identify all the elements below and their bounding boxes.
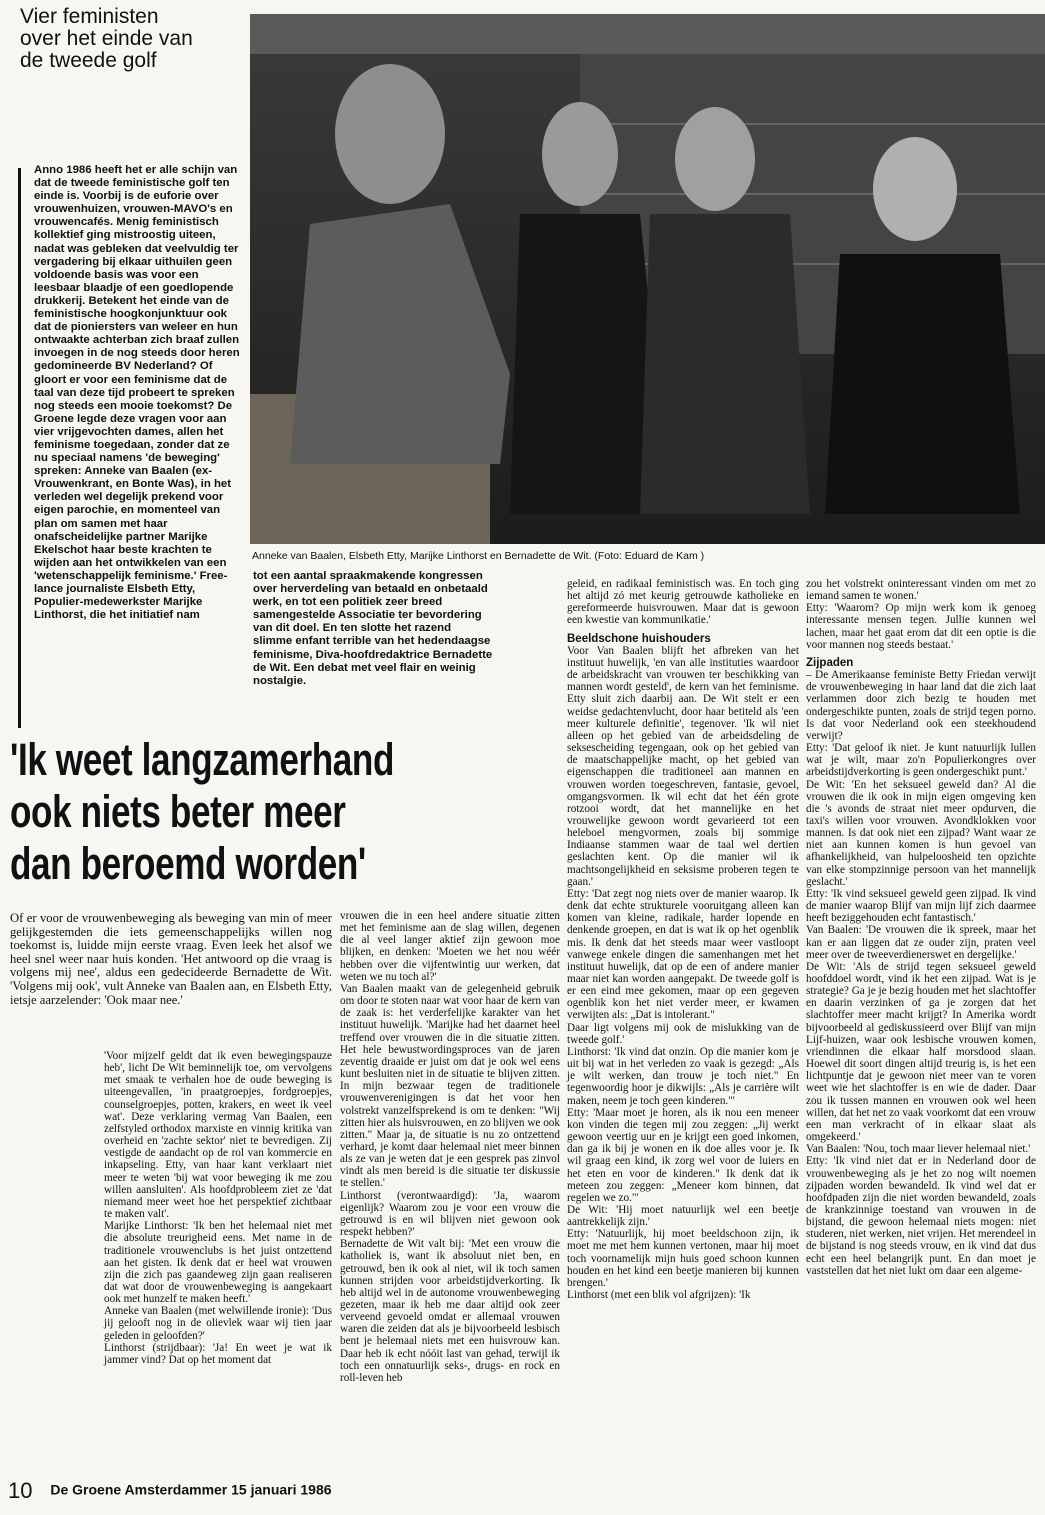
kicker-line: Vier feministen (20, 5, 159, 28)
paragraph: 'Voor mijzelf geldt dat ik even bewegingspauze heb', licht De Wit beminnelijk toe, om vervolgens met smaak te verhalen hoe de oude beweging is uiteengevallen, 'in praatgroepjes, fordgroepjes, counselgroepjes, potten, krakers, en weet ik veel wat'. Deze verklaring vermag Van Baalen, een zelfstyled orthodox marxiste en vinnig kritika van overheid en 'zachte sektor' niet te bevredigen. Zij vestigde de aandacht op de rol van kommercie en inkapseling. Etty, van haar kant verklaart niet meer te weten 'bij wat voor beweging ik me zou willen aansluiten'. Als hoofdprobleem ziet ze 'dat niemand meer weet hoe het perspektief zichtbaar te maken valt'. (104, 1050, 332, 1221)
article-column-4 (806, 578, 1036, 1277)
paragraph: Anneke van Baalen (met welwillende ironie): 'Dus jij gelooft nog in de olievlek waar wij tien jaar geleden in geloofden?' (104, 1305, 332, 1342)
paragraph: Marijke Linthorst: 'Ik ben het helemaal niet met die absolute treurigheid eens. Met name in de traditionele vrouwenclubs is het juist ontzettend aan het gisten. Ik denk dat er heel wat vrouwen zijn die zich pas gaandeweg zijn gaan realiseren dat wat door de vrouwenbeweging is aangekaart ook met hunzelf te maken heeft.' (104, 1220, 332, 1306)
intro-text: Anno 1986 heeft het er alle schijn van dat de tweede feministische golf ten einde is. Voorbij is de euforie over vrouwenhuizen, vrouwen-MAVO's en vrouwencafés. Menig feministisch kollektief ging mistroostig uiteen, nadat was gebleken dat veelvuldig ter vergadering bij elkaar uithuilen geen voldoende basis was voor een leesbaar blaadje of een goedlopende drukkerij. Betekent het einde van de feministische hoogkonjunktuur ook dat de pioniersters van weleer en hun ontwaakte achterban zich braaf zullen invoegen in de nog steeds door heren gedomineerde BV Nederland? Of gloort er voor een feminisme dat de taal van deze tijd probeert te spreken nog steeds een mooie toekomst? De Groene legde deze vragen voor aan vier vrijgevochten dames, allen het feminisme toegedaan, zonder dat ze nu speciaal namens 'de beweging' spreken: Anneke van Baalen (ex-Vrouwenkrant, en Bonte Was), in het verleden wel degelijk prekend voor eigen parochie, en momenteel van plan om samen met haar onafscheidelijke partner Marijke Ekelschot haar beste krachten te wijden aan het ontwikkelen van een 'wetenschappelijk feminisme.' Free-lance journaliste Elsbeth Etty, Populier-medewerkster Marijke Linthorst, die het initiatief nam (34, 164, 240, 622)
kicker-line: de tweede golf (20, 49, 157, 72)
kicker-line: over het einde van (20, 27, 193, 50)
headline-line: dan beroemd worden' (10, 838, 366, 889)
intro-text-continued: tot een aantal spraakmakende kongressen over herverdeling van betaald en onbetaald werk, en tot een politiek zeer breed samengestelde Associatie ter bevordering van dit doel. En ten slotte het razend slimme enfant terrible van het hedendaagse feminisme, Diva-hoofdredaktrice Bernadette de Wit. Een debat met veel flair en weinig nostalgie. (253, 570, 493, 687)
paragraph: Linthorst: 'Ik vind dat onzin. Op die manier kom je uit bij wat in het verleden zo vaak is gezegd: „Als je wilt werken, dan trouw je toch niet." En tegenwoordig hoor je dikwijls: „Als je carrière wilt maken, neem je toch geen kinderen."' (567, 1045, 799, 1107)
headline (10, 734, 431, 890)
paragraph: De Wit: 'Hij moet natuurlijk wel een beetje aantrekkelijk zijn.' (567, 1203, 799, 1229)
paragraph: Etty: 'Ik vind niet dat er in Nederland door de vrouwenbeweging als je het zo nog wilt noemen zijpaden worden bewandeld. Ik vind wel dat er hoofdpaden zijn die niet worden bewandeld, zoals de krankzinnige toestand van vrouwen in de bijstand, die gewoon helemaal niets mogen: niet studeren, niet werken, niet vrijen. Het merendeel in de bijstand is nog steeds vrouw, en ik vind dat dus echt een heel belangrijk punt. En dan moet je vaststellen dat het niet lukt om daar een algeme- (806, 1155, 1036, 1277)
paragraph: Linthorst (strijdbaar): 'Ja! En weet je wat ik jammer vind? Dat op het moment dat (104, 1341, 332, 1366)
paragraph: geleid, en radikaal feministisch was. En toch ging het altijd zó met keurig getrouwde katholieke en gereformeerde huisvrouwen. Maar dat is gewoon een kwestie van kommunikatie.' (567, 578, 799, 627)
masthead: De Groene Amsterdammer 15 januari 1986 (50, 1481, 332, 1498)
paragraph: Etty: 'Waarom? Op mijn werk kom ik genoeg interessante mensen tegen. Jullie kunnen wel lachen, maar het gaat erom dat dit een optie is die voor mannen nog steeds bestaat.' (806, 602, 1036, 651)
paragraph: Etty: 'Dat zegt nog niets over de manier waarop. Ik denk dat echte strukturele vooruitgang alleen kan komen van kleine, radikale, harder lopende en denkende groepen, en dat is wat ik op het ogenblik mis. Ik denk dat het steeds maar weer vastloopt vanwege enkele dingen die samenhangen met het instituut huwelijk, dat op de een of andere manier maar niet kan worden aangepakt. De tweede golf is er een eind mee gekomen, maar op een gegeven ogenblik kon het niet verder meer, er kwamen verwijten als: „Dat is intolerant." (567, 887, 799, 1022)
article-column-2 (340, 910, 560, 1384)
intro-rule (18, 168, 21, 728)
paragraph: Van Baalen: 'De vrouwen die ik spreek, maar het kan er aan liggen dat ze ouder zijn, praten veel meer over de tweeverdienerswet en dergelijke.' (806, 924, 1036, 961)
headline-line: ook niets beter meer (10, 786, 346, 837)
page-footer (8, 1478, 908, 1504)
group-photo-image (250, 14, 1045, 544)
paragraph: Van Baalen maakt van de gelegenheid gebruik om door te stoten naar wat voor haar de kern van de zaak is: het verderfelijke karakter van het instituut huwelijk. 'Marijke had het daarnet heel treffend over vrouwen die in die situatie zitten. Het hele bewustwordingsproces van de jaren zeventig draaide er juist om dat je ook wel eens kunt besluiten niet in de situatie te blijven zitten. In mijn bezwaar tegen de traditionele vrouwenverenigingen is dat het voor hen volstrekt vanzelfsprekend is om te denken: "Wij zitten hier als huisvrouwen, en zo blijven we ook zitten." Maar ja, de situatie is nu zo ontzettend verhard, je komt daar helemaal niet meer binnen als ze van je weten dat je een gesprek pas zinvol vindt als men bereid is die situatie ter diskussie te stellen.' (340, 982, 560, 1190)
article-column-1 (104, 1050, 332, 1366)
paragraph: zou het volstrekt oninteressant vinden om met zo iemand samen te wonen.' (806, 578, 1036, 603)
paragraph: Etty: 'Dat geloof ik niet. Je kunt natuurlijk lullen wat je wilt, maar zo'n Populierkongres over arbeidstijdverkorting is geen ondergeschikt punt.' (806, 742, 1036, 779)
paragraph: Bernadette de Wit valt bij: 'Met een vrouw die katholiek is, want ik absoluut niet ben, en getrouwd, ben ik ook al niet, wil ik toch samen kunnen strijden voor arbeidstijdverkorting. Ik heb altijd wel in de autonome vrouwenbeweging gezeten, maar ik heb me daar altijd ook zeer verveend gevoeld omdat er allemaal vrouwen waren die zeiden dat als je bijvoorbeeld lesbisch bent je helemaal niets met een huisvrouw kan. Daar heb ik echt nóóit last van gehad, terwijl ik toch een onnatuurlijk seks-, drugs- en rock en roll-leven heb (340, 1238, 560, 1384)
paragraph: Etty: 'Maar moet je horen, als ik nou een meneer kon vinden die tegen mij zou zeggen: „Jij werkt gewoon veertig uur en je krijgt een goed inkomen, dan ga ik bij je wonen en ik doe alles voor je. Ik wil graag een kind, ik zorg wel voor de luiers en het eten en voor de kinderen." Ik denk dat ik meteen zou zeggen: „Meneer kom binnen, dat regelen we zo."' (567, 1106, 799, 1204)
subheading: Zijpaden (806, 656, 854, 669)
paragraph: Etty: 'Natuurlijk, hij moet beeldschoon zijn, ik moet me met hem kunnen vertonen, maar hij moet toch voornamelijk mijn huis goed schoon kunnen houden en het kind een beetje manieren bij kunnen brengen.' (567, 1228, 799, 1289)
paragraph: Etty: 'Ik vind seksueel geweld geen zijpad. Ik vind de manier waarop Blijf van mijn lijf zich daarmee heeft beziggehouden echt fantastisch.' (806, 887, 1036, 925)
paragraph: Linthorst (met een blik vol afgrijzen): 'Ik (567, 1289, 751, 1302)
paragraph: De Wit: 'Als de strijd tegen seksueel geweld hoofddoel wordt, vind ik het een zijpad. Wat is je strategie? Ga je je bezig houden met het slachtoffer en daarin verzinken of ga je zorgen dat het slachtoffer meer macht krijgt? In Amerika wordt bijvoorbeeld al gediskussieerd over Blijf van mijn Lijf-huizen, waar ook lesbische vrouwen komen, vriendinnen die elkaar half morsdood slaan. Hoewel dit soort dingen altijd treurig is, is het een lichtpuntje dat je gewoon niet meer van te voren weet wie het slachtoffer is en wie de dader. Daar zou ik tussen mannen en vrouwen ook wel heen willen, dat het net zo vaak voorkomt dat een vrouw een man verkracht of in elkaar slaat als omgekeerd.' (806, 960, 1036, 1144)
page-number: 10 (8, 1478, 33, 1503)
paragraph: Daar ligt volgens mij ook de mislukking van de tweede golf.' (567, 1021, 799, 1046)
paragraph: Van Baalen: 'Nou, toch maar liever helemaal niet.' (806, 1143, 1031, 1156)
paragraph: Voor Van Baalen blijft het afbreken van het instituut huwelijk, 'en van alle instituties waardoor de arbeidskracht van vrouwen ter beschikking van mannen wordt gesteld', de kern van het feminisme. Etty sluit zich daarbij aan. De Wit stelt er een weidse gedachtenvlucht, door haar betiteld als 'een meer kulturele definitie', tegenover. 'Ik wil niet alleen op het gebied van de arbeidsdeling de seksescheiding tegengaan, ook op het gebied van de maatschappelijke macht, op het gebied van eigenschappen die traditioneel aan mannen en vrouwen worden toegeschreven, fantasie, gevoel, omgangsvormen. Ik wil echt dat het één grote rotzooi wordt, dat het mannelijke en het vrouwelijke gewoon wordt gevarieerd tot een heleboel mengvormen, zoals bij sommige Indiaanse stammen waar de taal wel dertien geslachten kent. Op die manier wil ik machtsongelijkheid en seksisme proberen tegen te gaan.' (567, 644, 799, 888)
paragraph: Linthorst (verontwaardigd): 'Ja, waarom eigenlijk? Waarom zou je voor een vrouw die getrouwd is en wil blijven niet gewoon ook respekt hebben?' (340, 1189, 560, 1239)
group-photo (250, 14, 1045, 544)
headline-line: 'Ik weet langzamerhand (10, 734, 395, 785)
paragraph: – De Amerikaanse feministe Betty Friedan verwijt de vrouwenbeweging in haar land dat die zich laat verlammen door zich bezig te houden met ondergeschikte punten, zoals de strijd tegen porno. Is dat voor Nederland ook een steekhoudend verwijt? (806, 669, 1036, 742)
paragraph: De Wit: 'En het seksueel geweld dan? Al die vrouwen die ik ook in mijn eigen omgeving ken die 's avonds de straat niet meer opdurven, die taxi's willen voor vrouwen. Avondklokken voor mannen. Is dat ook niet een zijpad? Want waar ze niet aan kunnen komen is hun gevoel van afhankelijkheid, van hulpeloosheid ten opzichte van elke stompzinnige persoon van het mannelijk geslacht.' (806, 778, 1036, 888)
lead-paragraph: Of er voor de vrouwenbeweging als beweging van min of meer gelijkgestemden die iets gemeenschappelijks willen nog toekomst is, luidde mijn eerste vraag. Even leek het alsof we heel snel weer naar huis konden. 'Het antwoord op die vraag is volgens mij nee', aldus een gedecideerde Bernadette de Wit. 'Volgens mij ook', vult Anneke van Baalen aan, en Elsbeth Etty, ietsje aarzelender: 'Ook maar nee.' (10, 911, 332, 1007)
photo-caption: Anneke van Baalen, Elsbeth Etty, Marijke Linthorst en Bernadette de Wit. (Foto: Eduard de Kam ) (252, 550, 705, 562)
subheading: Beeldschone huishouders (567, 632, 711, 645)
article-column-3 (567, 578, 799, 1301)
paragraph: vrouwen die in een heel andere situatie zitten met het feminisme aan de slag willen, degenen die al veel langer aktief zijn gewoon moe blijken, en denken: 'Moeten we het nou wéér hebben over die vijfentwintig uur werken, dat weten we nu toch al?' (340, 910, 560, 983)
kicker (20, 6, 250, 72)
